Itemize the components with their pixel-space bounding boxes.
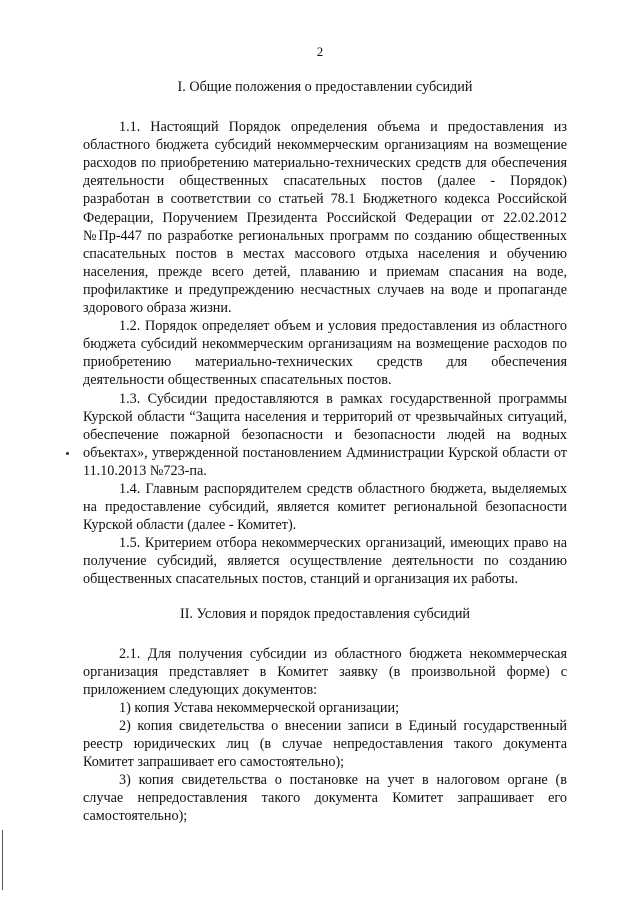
paragraph-2-1: 2.1. Для получения субсидии из областного бюджета некоммерческая организация представляет в Комитет заявку (в произвольной форме) с приложением следующих документов: bbox=[83, 645, 567, 698]
paragraph-1-3: 1.3. Субсидии предоставляются в рамках государственной программы Курской области “Защита населения и территорий от чрезвычайных ситуаций, обеспечение пожарной безопасности и безопасности людей на водных объектах», утвержденной постановлением Администрации Курской области от 11.10.2013 №723-па. bbox=[83, 390, 567, 479]
list-item-1: 1) копия Устава некоммерческой организации; bbox=[119, 699, 400, 716]
section-2-title: II. Условия и порядок предоставления субсидий bbox=[179, 605, 471, 622]
paragraph-1-5: 1.5. Критерием отбора некоммерческих организаций, имеющих право на получение субсидий, является осуществление деятельности по созданию общественных спасательных постов, станций и организация их работы. bbox=[83, 535, 567, 588]
page-number: 2 bbox=[316, 44, 324, 59]
section-1-title: I. Общие положения о предоставлении субсидий bbox=[177, 79, 473, 95]
paragraph-1-2: 1.2. Порядок определяет объем и условия предоставления из областного бюджета субсидий некоммерческим организациям на возмещение расходов по приобретению материально-технических средств для обеспечения деятельности общественных спасательных постов. bbox=[83, 318, 567, 389]
scan-edge-line bbox=[2, 830, 3, 890]
paragraph-1-1: 1.1. Настоящий Порядок определения объема и предоставления из областного бюджета субсидий некоммерческим организациям на возмещение расходов по приобретению материально-технических средств для обеспечения деятельности общественных спасательных постов (далее - Порядок) разработан в соответствии со статьей 78.1 Бюджетного кодекса Российской Федерации, Поручением Президента Российской Федерации от 22.02.2012 №Пр-447 по разработке региональных программ по созданию общественных спасательных постов в местах массового отдыха населения и обучению населения, прежде всего детей, плаванию и приемам спасания на воде, профилактике и предупреждению несчастных случаев на воде и пропаганде здорового образа жизни. bbox=[83, 119, 567, 317]
paragraph-1-4: 1.4. Главным распорядителем средств областного бюджета, выделяемых на предоставление субсидий, является комитет региональной безопасности Курской области (далее - Комитет). bbox=[83, 480, 567, 534]
list-item-3: 3) копия свидетельства о постановке на учет в налоговом органе (в случае непредоставления такого документа Комитет запрашивает его самостоятельно); bbox=[83, 772, 567, 825]
list-item-2: 2) копия свидетельства о внесении записи в Единый государственный реестр юридических лиц (в случае непредоставления такого документа Комитет запрашивает его самостоятельно); bbox=[83, 718, 567, 771]
scan-dot bbox=[66, 452, 69, 455]
document-body bbox=[83, 66, 567, 826]
